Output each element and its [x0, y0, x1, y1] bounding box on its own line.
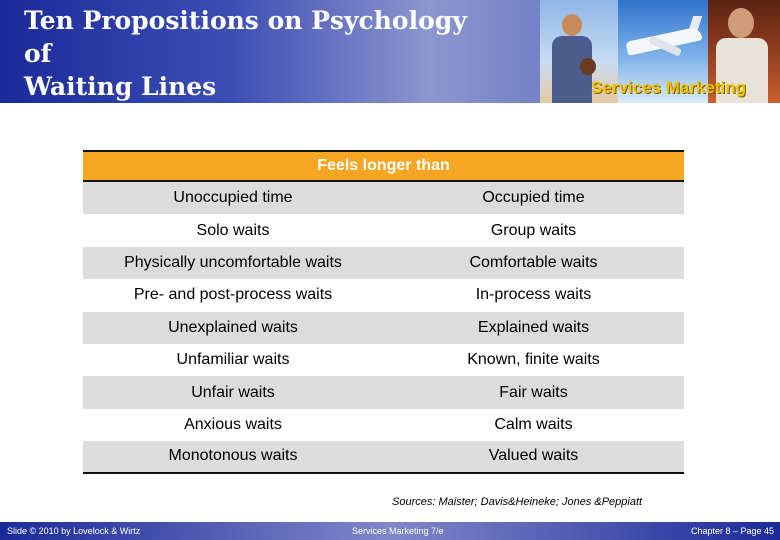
- table-row: [83, 214, 684, 246]
- table-row: [83, 247, 684, 279]
- cell-longer: Unoccupied time: [173, 189, 293, 207]
- table-row: [83, 312, 684, 344]
- cell-shorter: Valued waits: [488, 447, 579, 465]
- footer-book-title: Services Marketing 7/e: [352, 526, 444, 536]
- cell-longer: Solo waits: [196, 221, 270, 239]
- comparison-table: [83, 150, 684, 474]
- table-row: [83, 182, 684, 214]
- cell-shorter: Calm waits: [494, 415, 573, 433]
- cell-longer: Monotonous waits: [168, 447, 298, 465]
- sources-note: Sources: Maister; Davis&Heineke; Jones &Peppiatt: [392, 496, 643, 508]
- table-row: [83, 409, 684, 441]
- cell-longer: Unexplained waits: [168, 318, 298, 336]
- cell-shorter: Known, finite waits: [467, 351, 600, 369]
- table-row: [83, 376, 684, 408]
- cell-shorter: In-process waits: [475, 286, 592, 304]
- cell-shorter: Group waits: [490, 221, 577, 239]
- cell-longer: Anxious waits: [184, 415, 282, 433]
- cell-longer: Physically uncomfortable waits: [124, 253, 342, 271]
- cell-shorter: Occupied time: [482, 189, 585, 207]
- cell-shorter: Comfortable waits: [469, 253, 598, 271]
- header-banner: [0, 0, 780, 103]
- footer-page-number: Chapter 8 – Page 45: [690, 526, 774, 536]
- cell-shorter: Explained waits: [477, 318, 590, 336]
- brand-text: Services Marketing: [591, 78, 746, 97]
- footer-copyright: Slide © 2010 by Lovelock & Wirtz: [7, 526, 141, 536]
- table-row: [83, 344, 684, 376]
- cell-longer: Pre- and post-process waits: [133, 286, 333, 304]
- cell-longer: Unfair waits: [191, 383, 275, 401]
- table-row: [83, 279, 684, 311]
- slide-title: Ten Propositions on Psychology of Waiting Lines: [24, 6, 467, 101]
- table-row: [83, 441, 684, 473]
- table-header: Feels longer than: [83, 150, 684, 182]
- cell-shorter: Fair waits: [499, 383, 568, 401]
- footer-bar: [0, 522, 780, 540]
- cell-longer: Unfamiliar waits: [176, 351, 290, 369]
